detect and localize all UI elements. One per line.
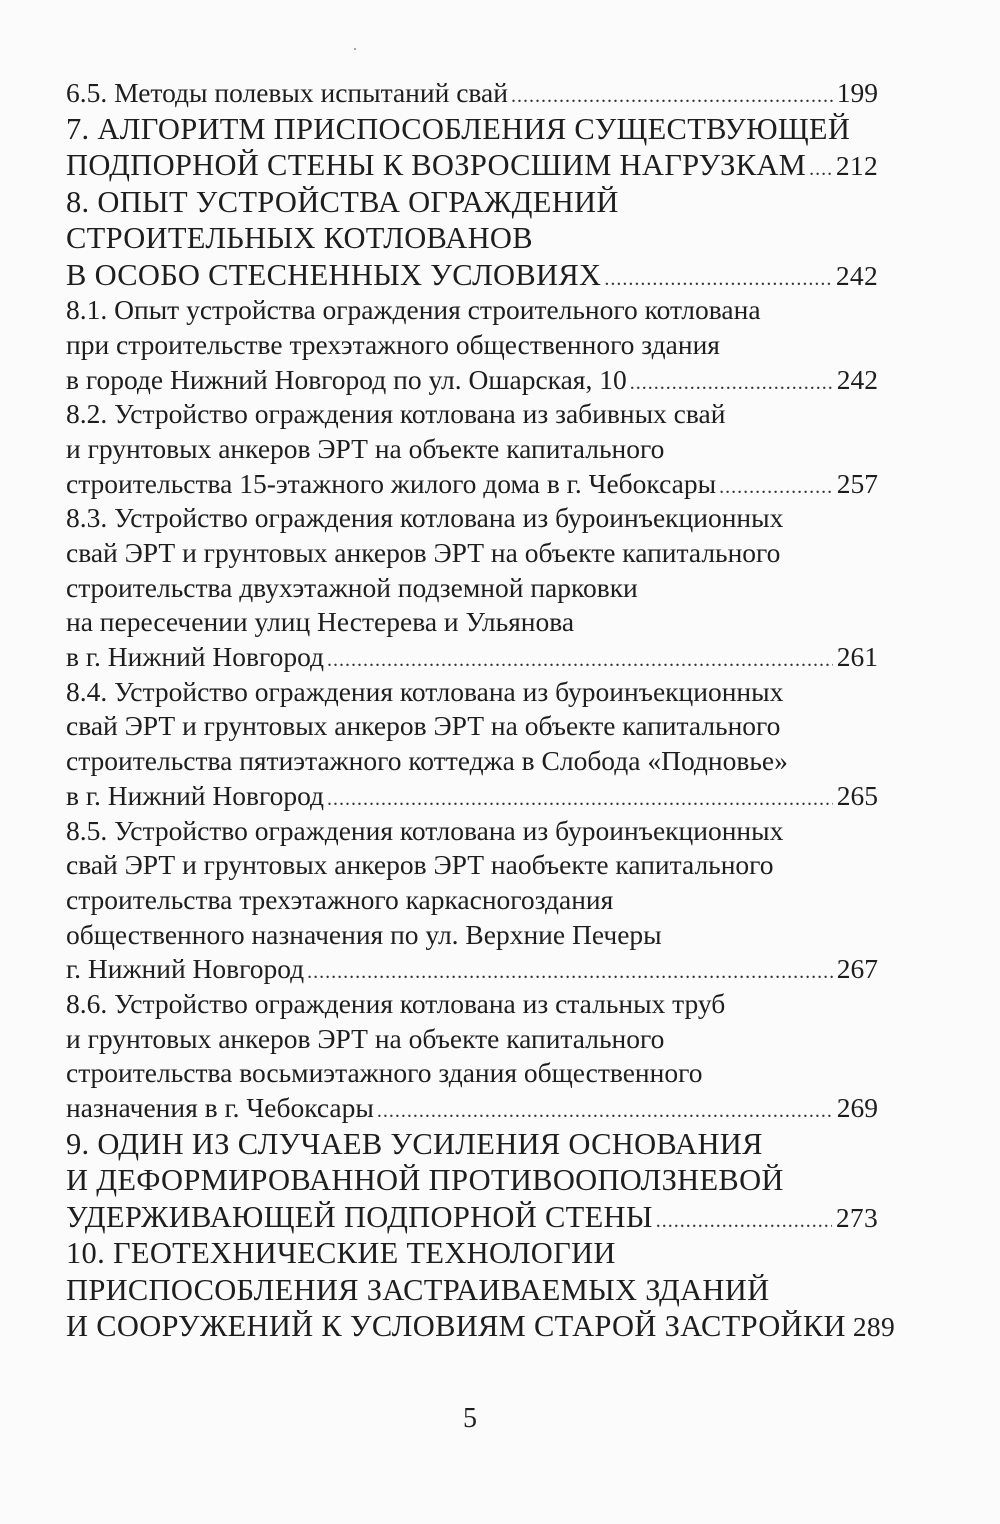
toc-line: 8.1. Опыт устройства ограждения строительного котлована bbox=[66, 294, 761, 326]
toc-line: строительства двухэтажной подземной парковки bbox=[66, 571, 638, 603]
dot-leader bbox=[719, 470, 833, 505]
toc-entry-title: в городе Нижний Новгород по ул. Ошарская, 10 bbox=[66, 363, 627, 395]
toc-entry bbox=[66, 987, 878, 1126]
dot-leader bbox=[327, 643, 833, 678]
toc-page-number: 257 bbox=[836, 467, 878, 499]
toc-line: 8.4. Устройство ограждения котлована из буроинъекционных bbox=[66, 675, 784, 707]
toc-line: 10. ГЕОТЕХНИЧЕСКИЕ ТЕХНОЛОГИИ bbox=[66, 1236, 616, 1271]
toc-line: 8.3. Устройство ограждения котлована из буроинъекционных bbox=[66, 502, 784, 534]
toc-line: и грунтовых анкеров ЭРТ на объекте капитального bbox=[66, 1022, 665, 1054]
toc-page-number: 289 bbox=[852, 1311, 895, 1343]
toc-line: свай ЭРТ и грунтовых анкеров ЭРТ наобъекте капитального bbox=[66, 849, 774, 881]
toc-line: 9. ОДИН ИЗ СЛУЧАЕВ УСИЛЕНИЯ ОСНОВАНИЯ bbox=[66, 1126, 763, 1161]
toc-entry bbox=[66, 76, 878, 111]
toc-page-number: 261 bbox=[836, 641, 878, 673]
toc-entry bbox=[66, 814, 878, 987]
toc-line bbox=[66, 257, 878, 294]
toc-line: строительства пятиэтажного коттеджа в Слобода «Подновье» bbox=[66, 745, 788, 777]
toc-entry-title: ПОДПОРНОЙ СТЕНЫ К ВОЗРОСШИМ НАГРУЗКАМ bbox=[66, 148, 807, 183]
toc-entry bbox=[66, 1126, 878, 1236]
toc-line bbox=[66, 1091, 878, 1126]
toc-line: 8.2. Устройство ограждения котлована из забивных свай bbox=[66, 398, 726, 430]
toc-line bbox=[66, 779, 878, 814]
toc-line: при строительстве трехэтажного общественного здания bbox=[66, 328, 720, 360]
toc-line: 7. АЛГОРИТМ ПРИСПОСОБЛЕНИЯ СУЩЕСТВУЮЩЕЙ bbox=[66, 111, 851, 146]
toc-entry-title: В ОСОБО СТЕСНЕННЫХ УСЛОВИЯХ bbox=[66, 257, 602, 292]
toc-line: 8.5. Устройство ограждения котлована из буроинъекционных bbox=[66, 814, 784, 846]
toc-line: СТРОИТЕЛЬНЫХ КОТЛОВАНОВ bbox=[66, 221, 533, 256]
dot-leader bbox=[630, 366, 833, 401]
toc-entry-title: г. Нижний Новгород bbox=[66, 953, 305, 985]
toc-line: строительства трехэтажного каркасногоздания bbox=[66, 883, 614, 915]
toc-line bbox=[66, 76, 878, 111]
paper-speck bbox=[354, 48, 356, 50]
toc-page-number: 265 bbox=[836, 779, 878, 811]
dot-leader bbox=[809, 151, 832, 188]
toc-line bbox=[66, 952, 878, 987]
toc-entry-title: назначения в г. Чебоксары bbox=[66, 1092, 374, 1123]
toc-line: 8.6. Устройство ограждения котлована из стальных труб bbox=[66, 987, 726, 1019]
toc-line: свай ЭРТ и грунтовых анкеров ЭРТ на объекте капитального bbox=[66, 710, 781, 742]
toc-page-number: 199 bbox=[836, 77, 878, 108]
toc-line bbox=[66, 147, 878, 184]
toc-entry bbox=[66, 675, 878, 814]
dot-leader bbox=[604, 261, 832, 298]
toc-line bbox=[66, 1199, 878, 1236]
toc-page-number: 269 bbox=[836, 1092, 878, 1123]
toc-line: 8. ОПЫТ УСТРОЙСТВА ОГРАЖДЕНИЙ bbox=[66, 184, 619, 219]
toc-page-number: 273 bbox=[835, 1201, 878, 1233]
toc-line bbox=[66, 640, 878, 675]
toc-entry-title: в г. Нижний Новгород bbox=[66, 641, 325, 673]
toc-line: И ДЕФОРМИРОВАННОЙ ПРОТИВООПОЛЗНЕВОЙ bbox=[66, 1163, 784, 1198]
dot-leader bbox=[327, 782, 833, 817]
toc-entry-title: И СООРУЖЕНИЙ К УСЛОВИЯМ СТАРОЙ ЗАСТРОЙКИ bbox=[66, 1309, 846, 1344]
table-of-contents bbox=[66, 76, 895, 1345]
toc-line: строительства восьмиэтажного здания общественного bbox=[66, 1057, 703, 1089]
toc-entry-title: строительства 15-этажного жилого дома в г. Чебоксары bbox=[66, 467, 717, 499]
toc-entry bbox=[66, 501, 878, 674]
toc-entry bbox=[66, 184, 878, 294]
toc-entry bbox=[66, 397, 878, 501]
toc-entry bbox=[66, 1235, 895, 1345]
toc-entry bbox=[66, 111, 878, 184]
toc-line: на пересечении улиц Нестерева и Ульянова bbox=[66, 606, 575, 638]
toc-page-number: 212 bbox=[835, 150, 878, 182]
dot-leader bbox=[307, 955, 833, 990]
toc-line: и грунтовых анкеров ЭРТ на объекте капитального bbox=[66, 432, 665, 464]
toc-entry-title: 6.5. Методы полевых испытаний свай bbox=[66, 77, 508, 108]
toc-line: ПРИСПОСОБЛЕНИЯ ЗАСТРАИВАЕМЫХ ЗДАНИЙ bbox=[66, 1272, 770, 1307]
dot-leader bbox=[511, 79, 833, 114]
toc-line bbox=[66, 363, 878, 398]
page-number: 5 bbox=[463, 1403, 477, 1434]
toc-page-number: 267 bbox=[836, 953, 878, 985]
toc-line bbox=[66, 1308, 895, 1345]
toc-page-number: 242 bbox=[836, 363, 878, 395]
dot-leader bbox=[656, 1203, 832, 1240]
toc-entry-title: в г. Нижний Новгород bbox=[66, 779, 325, 811]
toc-line: свай ЭРТ и грунтовых анкеров ЭРТ на объекте капитального bbox=[66, 537, 781, 568]
toc-entry-title: УДЕРЖИВАЮЩЕЙ ПОДПОРНОЙ СТЕНЫ bbox=[66, 1199, 653, 1234]
toc-line: общественного назначения по ул. Верхние Печеры bbox=[66, 918, 662, 950]
toc-line bbox=[66, 467, 878, 502]
toc-page-number: 242 bbox=[835, 259, 878, 291]
toc-entry bbox=[66, 293, 878, 397]
dot-leader bbox=[377, 1094, 833, 1129]
